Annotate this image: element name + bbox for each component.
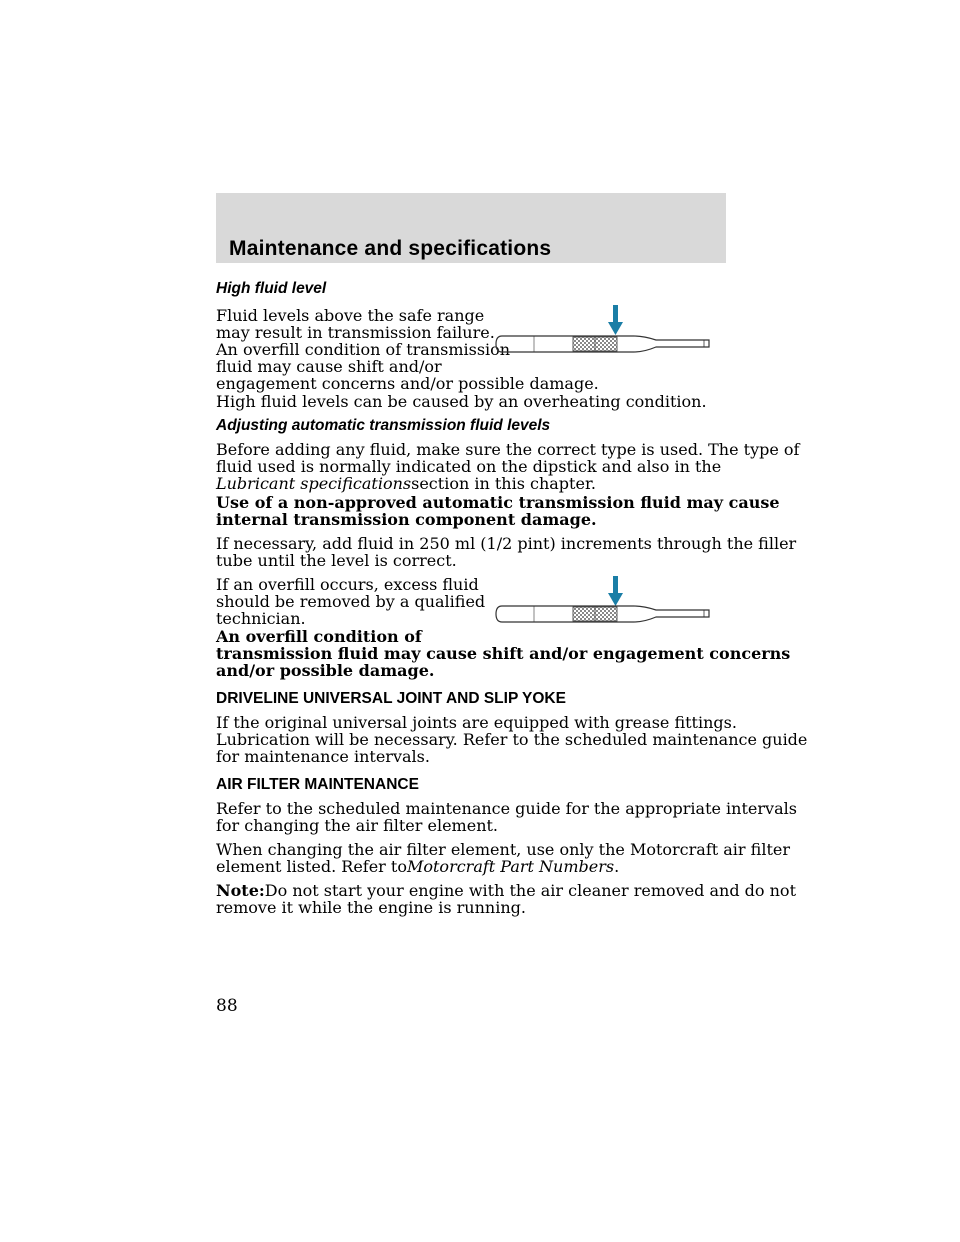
heading-adjusting: Adjusting automatic transmission fluid levels bbox=[216, 417, 551, 434]
text-line: fluid used is normally indicated on the dipstick and also in the bbox=[216, 457, 722, 476]
text-line: Refer to the scheduled maintenance guide for the appropriate intervals bbox=[216, 799, 797, 818]
text-line: for changing the air filter element. bbox=[216, 816, 499, 835]
text-line: should be removed by a qualified bbox=[216, 592, 486, 611]
dipstick-icon bbox=[496, 336, 709, 352]
text-line: for maintenance intervals. bbox=[216, 747, 430, 766]
text-line: If necessary, add fluid in 250 ml (1/2 pint) increments through the filler bbox=[216, 534, 797, 553]
text-line: engagement concerns and/or possible damage. bbox=[216, 374, 599, 393]
text-line: may result in transmission failure. bbox=[216, 323, 495, 342]
text-line: Before adding any fluid, make sure the correct type is used. The type of bbox=[216, 440, 800, 459]
text-line: An overfill condition of bbox=[216, 627, 422, 646]
text-line: When changing the air filter element, use only the Motorcraft air filter bbox=[216, 840, 790, 859]
motorcraft-part-numbers-reference: Motorcraft Part Numbers bbox=[406, 857, 615, 876]
air-filter-paragraph bbox=[216, 800, 797, 834]
text-run: . bbox=[614, 857, 620, 876]
text-line: If an overfill occurs, excess fluid bbox=[216, 575, 479, 594]
driveline-paragraph bbox=[216, 714, 807, 765]
heading-driveline: DRIVELINE UNIVERSAL JOINT AND SLIP YOKE bbox=[216, 690, 566, 707]
text-line: technician. bbox=[216, 609, 306, 628]
chapter-header bbox=[216, 193, 726, 263]
add-fluid-paragraph bbox=[216, 535, 796, 569]
text-line: An overfill condition of transmission bbox=[216, 340, 511, 359]
heading-high-fluid: High fluid level bbox=[216, 280, 327, 297]
note-label: Note: bbox=[216, 881, 265, 900]
dipstick-icon bbox=[496, 606, 709, 622]
warning-non-approved bbox=[216, 494, 780, 528]
level-arrow-icon bbox=[608, 305, 623, 335]
text-line: fluid may cause shift and/or bbox=[216, 357, 442, 376]
lubricant-spec-reference: Lubricant specifications bbox=[216, 474, 412, 493]
text-line: transmission fluid may cause shift and/or engagement concerns bbox=[216, 644, 791, 663]
air-filter-element-paragraph bbox=[216, 841, 790, 875]
dipstick-high-level-figure bbox=[494, 300, 714, 356]
text-line: internal transmission component damage. bbox=[216, 510, 597, 529]
text-line: Use of a non-approved automatic transmission fluid may cause bbox=[216, 493, 780, 512]
note-paragraph bbox=[216, 882, 796, 916]
text-line: Fluid levels above the safe range bbox=[216, 306, 485, 325]
overfill-paragraph bbox=[216, 576, 485, 627]
text-line: Lubrication will be necessary. Refer to the scheduled maintenance guide bbox=[216, 730, 808, 749]
text-run: Do not start your engine with the air cleaner removed and do not bbox=[264, 881, 796, 900]
text-line: If the original universal joints are equipped with grease fittings. bbox=[216, 713, 737, 732]
heading-air-filter: AIR FILTER MAINTENANCE bbox=[216, 776, 419, 793]
text-line: remove it while the engine is running. bbox=[216, 898, 526, 917]
level-arrow-icon bbox=[608, 576, 623, 606]
page-number: 88 bbox=[216, 996, 238, 1016]
dipstick-overfill-figure bbox=[494, 572, 714, 628]
text-line: and/or possible damage. bbox=[216, 661, 435, 680]
adjusting-paragraph bbox=[216, 441, 799, 492]
chapter-title: Maintenance and specifications bbox=[229, 237, 552, 260]
warning-overfill bbox=[216, 628, 790, 679]
text-line: tube until the level is correct. bbox=[216, 551, 457, 570]
text-run: element listed. Refer to bbox=[216, 857, 407, 876]
high-fluid-cause: High fluid levels can be caused by an overheating condition. bbox=[216, 392, 707, 411]
text-run: section in this chapter. bbox=[411, 474, 596, 493]
